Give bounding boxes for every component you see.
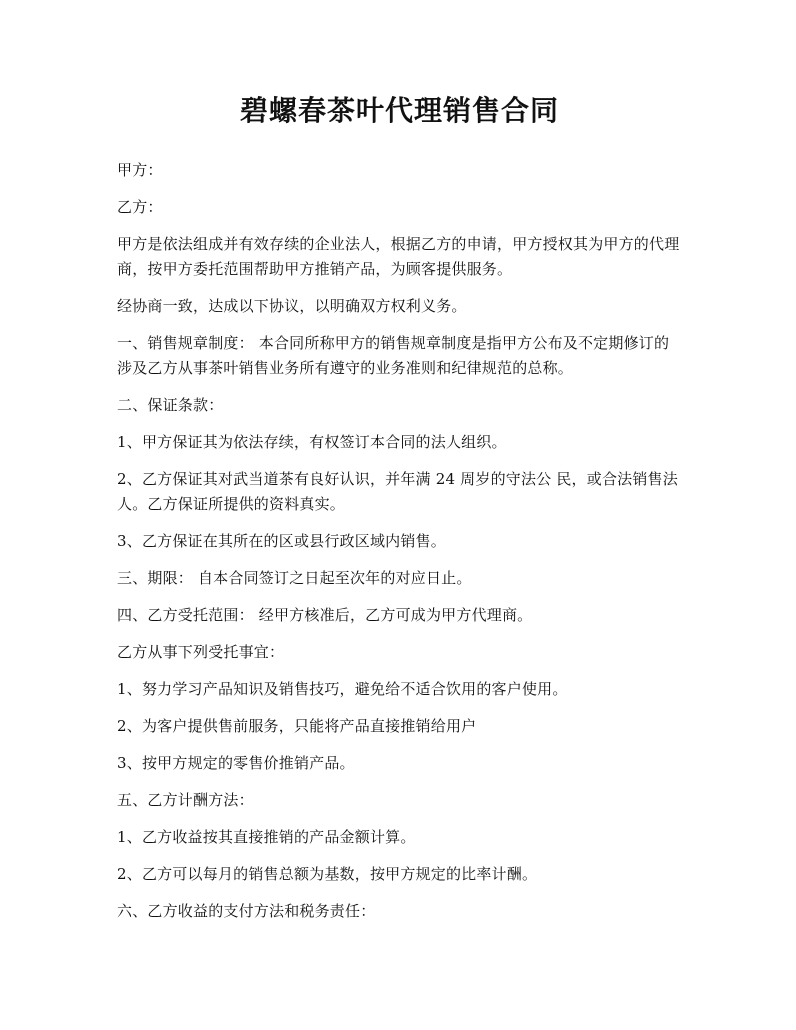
compensation-item-1: 1、乙方收益按其直接推销的产品金额计算。: [117, 828, 416, 846]
paragraph-gap: [117, 702, 682, 714]
paragraph-gap: [117, 739, 682, 751]
section-one-paragraph: 一、销售规章制度： 本合同所称甲方的销售规章制度是指甲方公布及不定期修订的涉及乙方从事茶叶销售业务所有遵守的业务准则和纪律规范的总称。: [117, 334, 670, 377]
guarantee-item-3: 3、乙方保证在其所在的区或县行政区域内销售。: [117, 532, 446, 550]
intro-paragraph: 甲方是依法组成并有效存续的企业法人，根据乙方的申请，甲方授权其为甲方的代理商，按甲方委托范围帮助甲方推销产品，为顾客提供服务。: [117, 235, 680, 278]
paragraph-gap: [117, 665, 682, 677]
paragraph-gap: [117, 282, 682, 294]
paragraph-gap: [117, 850, 682, 862]
paragraph-gap: [117, 554, 682, 566]
paragraph-gap: [117, 183, 682, 195]
paragraph-gap: [117, 220, 682, 232]
paragraph-gap: [117, 319, 682, 331]
document-title: 碧螺春茶叶代理销售合同: [239, 94, 559, 127]
paragraph-gap: [117, 887, 682, 899]
section-three-term: 三、期限： 自本合同签订之日起至次年的对应日止。: [117, 569, 472, 587]
section-six-heading: 六、乙方收益的支付方法和税务责任：: [117, 902, 376, 920]
section-two-heading: 二、保证条款：: [117, 396, 224, 414]
section-four-scope: 四、乙方受托范围： 经甲方核准后，乙方可成为甲方代理商。: [117, 606, 533, 624]
entrusted-item-1: 1、努力学习产品知识及销售技巧，避免给不适合饮用的客户使用。: [117, 680, 568, 698]
paragraph-gap: [117, 455, 682, 467]
entrusted-item-3: 3、按甲方规定的零售价推销产品。: [117, 754, 355, 772]
compensation-item-2: 2、乙方可以每月的销售总额为基数，按甲方规定的比率计酬。: [117, 865, 538, 883]
party-b-line: 乙方：: [117, 198, 163, 216]
guarantee-item-1: 1、甲方保证其为依法存续，有权签订本合同的法人组织。: [117, 433, 507, 451]
paragraph-gap: [117, 591, 682, 603]
paragraph-gap: [117, 776, 682, 788]
entrusted-item-2: 2、为客户提供售前服务，只能将产品直接推销给用户: [117, 717, 477, 735]
party-a-line: 甲方：: [117, 161, 163, 179]
paragraph-gap: [117, 418, 682, 430]
paragraph-gap: [117, 813, 682, 825]
agreement-paragraph: 经协商一致，达成以下协议，以明确双方权利义务。: [117, 297, 467, 315]
paragraph-gap: [117, 381, 682, 393]
guarantee-item-2: 2、乙方保证其对武当道茶有良好认识，并年满 24 周岁的守法公 民，或合法销售法人。乙方保证所提供的资料真实。: [117, 470, 678, 513]
section-five-heading: 五、乙方计酬方法：: [117, 791, 254, 809]
paragraph-gap: [117, 628, 682, 640]
paragraph-gap: [117, 517, 682, 529]
entrusted-matters-heading: 乙方从事下列受托事宜：: [117, 643, 285, 661]
